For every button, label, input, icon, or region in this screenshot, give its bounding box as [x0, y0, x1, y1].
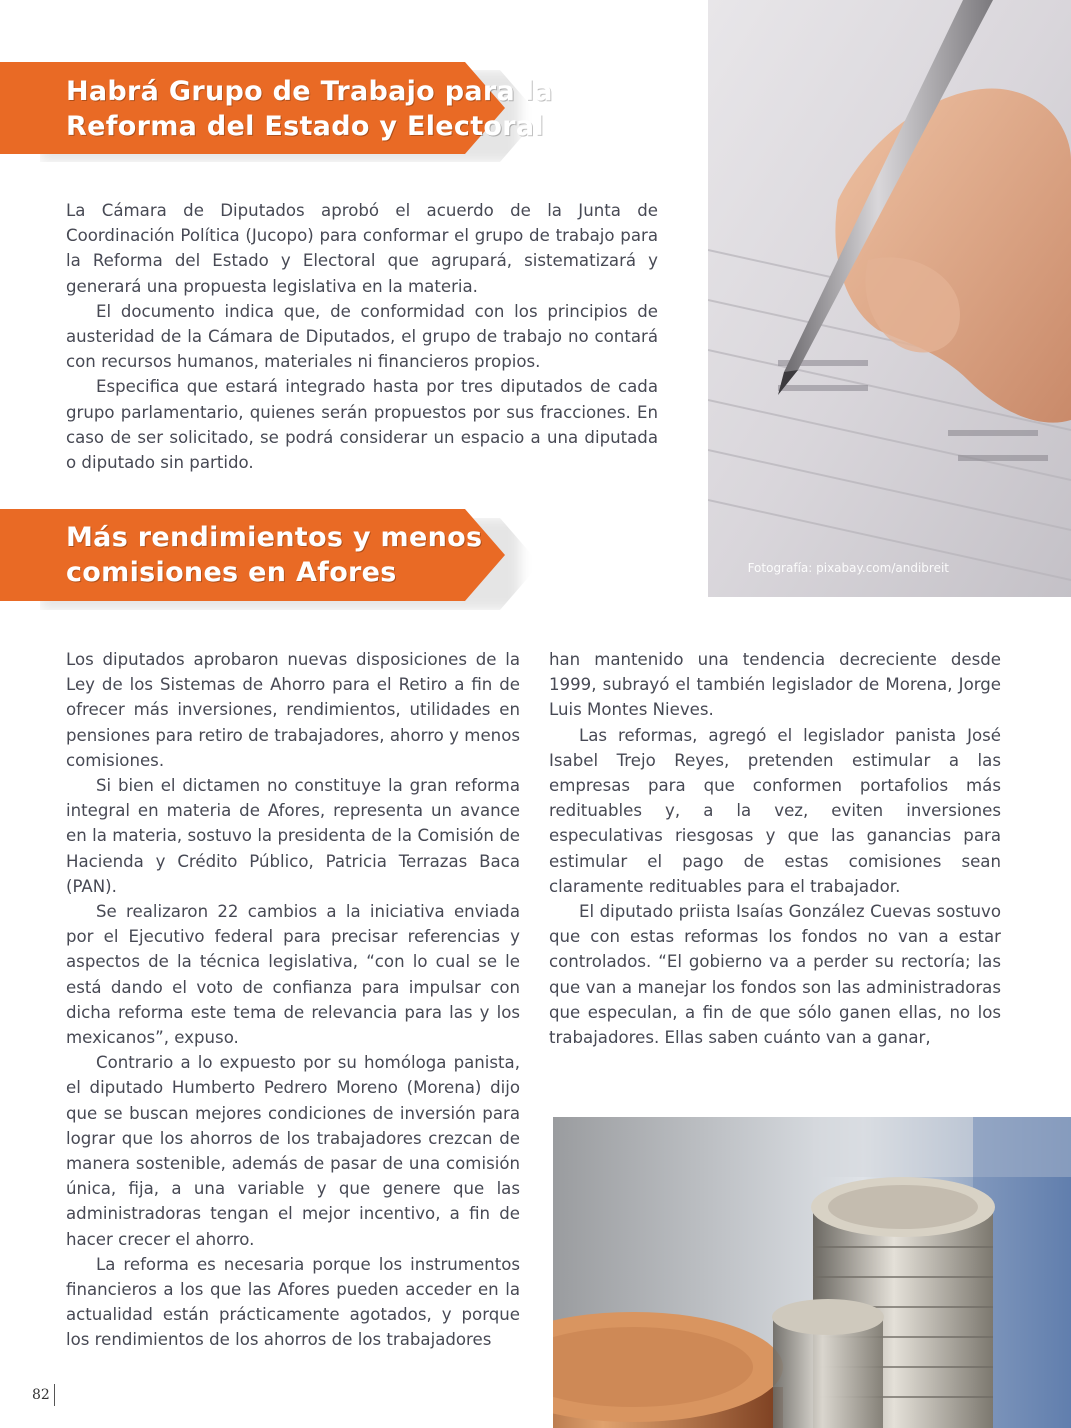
page-number: 82 — [32, 1387, 50, 1403]
pen-writing-illustration — [708, 0, 1071, 597]
article2-column-left — [66, 647, 520, 1353]
article2-paragraph: han mantenido una tendencia decreciente desde 1999, subrayó el también legislador de Morena, Jorge Luis Montes Nieves. — [549, 650, 1001, 720]
article2-column-right — [549, 647, 1001, 1050]
article1-paragraph: El documento indica que, de conformidad con los principios de austeridad de la Cámara de Diputados, el grupo de trabajo no contará con recursos humanos, materiales ni financieros propios. — [66, 301, 658, 372]
photo-credit: Fotografía: pixabay.com/andibreit — [747, 561, 949, 575]
article2-paragraph: Los diputados aprobaron nuevas disposiciones de la Ley de los Sistemas de Ahorro para el Retiro a fin de ofrecer más inversiones, rendimientos, utilidades en pensiones para retiro de trabajadores, ahorro y menos comisiones. — [66, 650, 520, 770]
coins-photo — [553, 1117, 1071, 1428]
article2-title: Más rendimientos y menos comisiones en Afores — [66, 522, 483, 588]
article2-paragraph: Se realizaron 22 cambios a la iniciativa enviada por el Ejecutivo federal para precisar referencias y aspectos de la técnica legislativa, “con lo cual se le está dando el voto de confianza para impulsar con dicha reforma este tema de relevancia para las y los mexicanos”, expuso. — [66, 902, 520, 1048]
article1-paragraph: Especifica que estará integrado hasta por tres diputados de cada grupo parlamentario, quienes serán propuestos por sus fracciones. En caso de ser solicitado, se podrá considerar un espacio a una diputada o diputado sin partido. — [66, 377, 658, 473]
article2-paragraph: Contrario a lo expuesto por su homóloga panista, el diputado Humberto Pedrero Moreno (Morena) dijo que se buscan mejores condiciones de inversión para lograr que los ahorros de los trabajadores crezcan de manera sostenible, además de pasar de una comisión única, fija, a una variable y que genere que las administradoras tengan el mejor incentivo, a fin de hacer crecer el ahorro. — [66, 1053, 520, 1249]
pen-writing-photo — [708, 0, 1071, 597]
article1-body — [66, 198, 658, 475]
article1-paragraph: La Cámara de Diputados aprobó el acuerdo de la Junta de Coordinación Política (Jucopo) para conformar el grupo de trabajo para la Reforma del Estado y Electoral que agrupará, sistematizará y generará una propuesta legislativa en la materia. — [66, 201, 658, 296]
page-number-divider — [54, 1384, 55, 1406]
article2-paragraph: El diputado priista Isaías González Cuevas sostuvo que con estas reformas los fondos no van a estar controlados. “El gobierno va a perder su rectoría; las que van a manejar los fondos son las administradoras que especulan, a fin de que sólo ganen ellas, no los trabajadores. Ellas saben cuánto van a ganar, — [549, 902, 1001, 1048]
article2-paragraph: La reforma es necesaria porque los instrumentos financieros a los que las Afores pueden acceder en la actualidad están prácticamente agotados, y porque los rendimientos de los ahorros de los trabajadores — [66, 1254, 520, 1350]
article2-paragraph: Las reformas, agregó el legislador panista José Isabel Trejo Reyes, pretenden estimular a las empresas para que conformen portafolios más redituables y, a la vez, eviten inversiones especulativas riesgosas y que las ganancias para estimular el pago de estas comisiones sean claramente redituables para el trabajador. — [549, 725, 1001, 896]
coins-illustration — [553, 1117, 1071, 1428]
article1-title: Habrá Grupo de Trabajo para la Reforma del Estado y Electoral — [66, 76, 553, 142]
article2-paragraph: Si bien el dictamen no constituye la gran reforma integral en materia de Afores, representa un avance en la materia, sostuvo la presidenta de la Comisión de Hacienda y Crédito Público, Patricia Terrazas Baca (PAN). — [66, 776, 520, 896]
